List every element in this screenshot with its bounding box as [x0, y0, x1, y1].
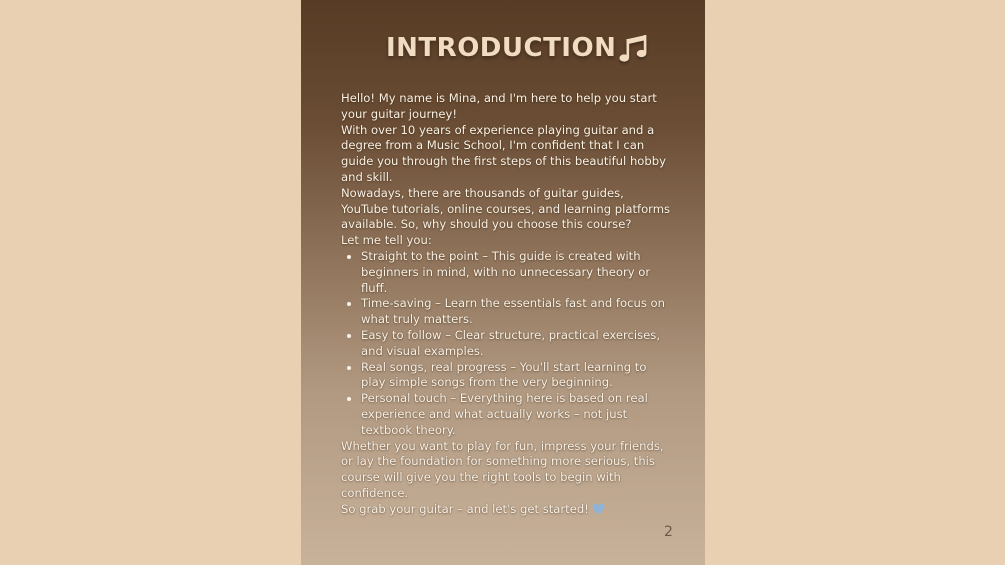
music-note-icon: [617, 30, 651, 66]
closing-text: So grab your guitar – and let's get started!: [341, 501, 589, 516]
closing-line: [341, 502, 671, 518]
page-title: INTRODUCTION: [386, 33, 617, 63]
list-item: • Easy to follow – Clear structure, practical exercises, and visual examples.: [361, 328, 671, 360]
list-item: • Straight to the point – This guide is created with beginners in mind, with no unnecessary theory or fluff.: [361, 249, 671, 296]
heart-icon: [592, 503, 605, 515]
list-item: • Personal touch – Everything here is based on real experience and what actually works – not just textbook theory.: [361, 391, 671, 438]
intro-paragraph: Hello! My name is Mina, and I'm here to help you start your guitar journey!: [341, 91, 657, 121]
document-page: [301, 0, 705, 565]
list-item: • Real songs, real progress – You'll start learning to play simple songs from the very beginning.: [361, 360, 671, 392]
intro-body: [341, 91, 671, 518]
list-item: • Time-saving – Learn the essentials fast and focus on what truly matters.: [361, 296, 671, 328]
benefits-list: [341, 249, 671, 439]
title-row: [301, 30, 705, 74]
intro-paragraph: Nowadays, there are thousands of guitar guides, YouTube tutorials, online courses, and learning platforms available. So, why should you choose this course?: [341, 185, 671, 232]
intro-paragraph: Let me tell you:: [341, 233, 432, 248]
intro-paragraph: With over 10 years of experience playing guitar and a degree from a Music School, I'm confident that I can guide you through the first steps of this beautiful hobby and skill.: [341, 122, 666, 184]
closing-paragraph: Whether you want to play for fun, impress your friends, or lay the foundation for something more serious, this course will give you the right tools to begin with confidence.: [341, 438, 664, 500]
page-number: 2: [664, 524, 673, 540]
